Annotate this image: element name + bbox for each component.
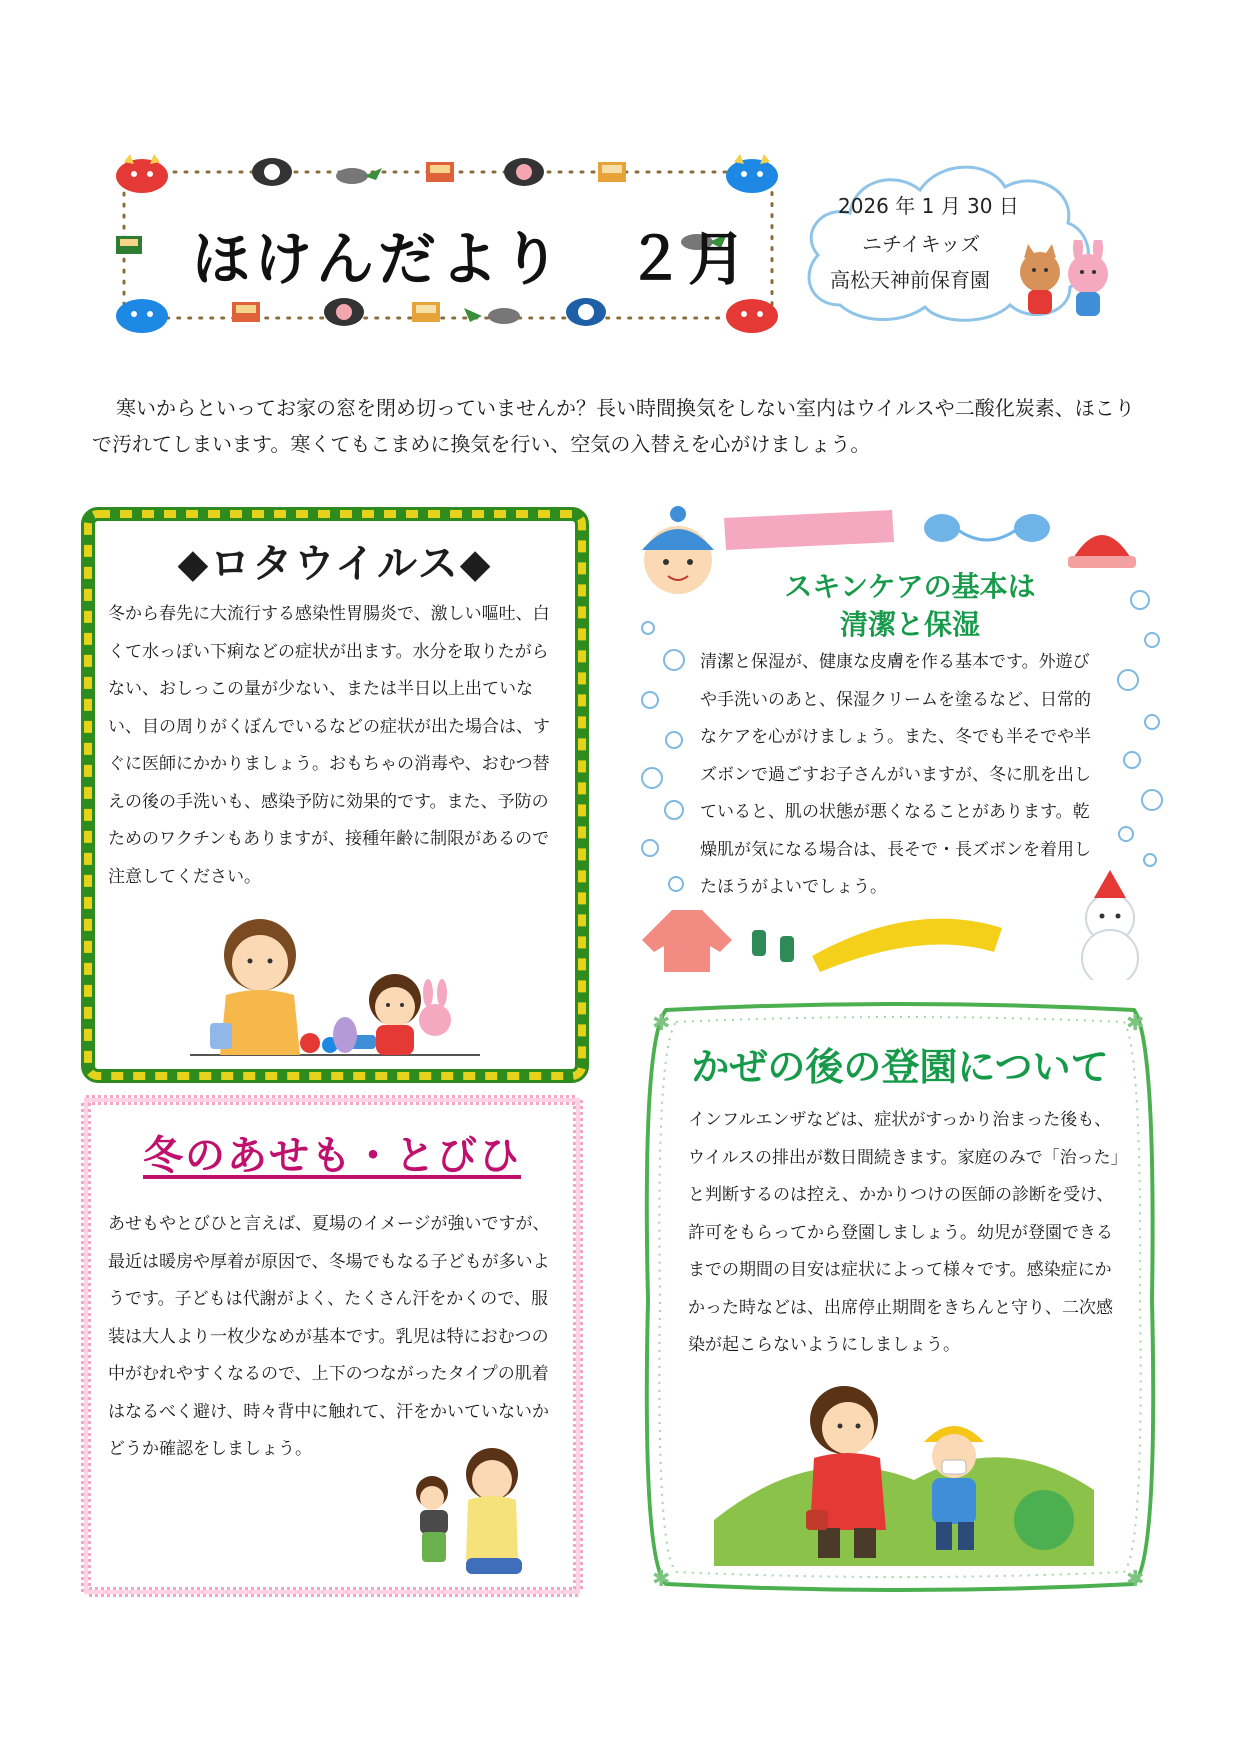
blue-oni-icon: [726, 154, 778, 193]
svg-text:✱: ✱: [652, 1567, 671, 1592]
nursery-name: 高松天神前保育園: [830, 268, 990, 292]
svg-text:✱: ✱: [652, 1011, 671, 1036]
rotavirus-body: 冬から春先に大流行する感染性胃腸炎で、激しい嘔吐、白くて水っぽい下痢などの症状が出ます。水分を取りたがらない、おしっこの量が少ない、または半日以上出ていない、目の周りがくぼんでいるなどの症状が出た場合は、すぐに医師にかかりましょう。おもちゃの消毒や、おむつ替えの後の手洗いも、感染予防に効果的です。また、予防のためのワクチンもありますが、接種年齢に制限があるので注意してください。: [108, 604, 550, 887]
skincare-title: [700, 568, 1120, 644]
asemo-body: あせもやとびひと言えば、夏場のイメージが強いですが、最近は暖房や厚着が原因で、冬場でもなる子どもが多いようです。子どもは代謝がよく、たくさん汗をかくので、服装は大人より一枚少なめが基本です。乳児は特におむつの中がむれやすくなるので、上下のつながったタイプの肌着はなるべく避け、時々背中に触れて、汗をかいていないかどうか確認をしましょう。: [108, 1214, 550, 1459]
issue-date: 2026 年 1 月 30 日: [838, 194, 1019, 218]
svg-text:✱: ✱: [1126, 1567, 1145, 1592]
cold-body: インフルエンザなどは、症状がすっかり治まった後も、ウイルスの排出が数日間続きます。家庭のみで「治った」と判断するのは控え、かかりつけの医師の診断を受け、許可をもらってから登園しましょう。幼児が登園できるまでの期間の目安は症状によって様々です。感染症にかかった時などは、出席停止期間をきちんと守り、二次感染が起こらないようにしましょう。: [688, 1110, 1128, 1355]
red-knit-hat-icon: [1068, 535, 1136, 568]
publisher-name: ニチイキッズ: [862, 232, 981, 256]
svg-text:✱: ✱: [1126, 1011, 1145, 1036]
mother-child-walking-illustration: [714, 1370, 1094, 1566]
rotavirus-title: ◆ロタウイルス◆: [177, 541, 493, 587]
yellow-scarf-icon: [812, 919, 1002, 972]
blue-oni-icon-bottom: [116, 299, 168, 333]
cold-title: かぜの後の登園について: [691, 1045, 1109, 1089]
asemo-title: 冬のあせも・とびひ: [143, 1133, 521, 1179]
mother-baby-dressing-illustration: [408, 1440, 532, 1580]
skincare-title-line2: 清潔と保湿: [839, 608, 980, 641]
skincare-title-line1: スキンケアの基本は: [784, 570, 1036, 603]
skincare-body: 清潔と保湿が、健康な皮膚を作る基本です。外遊びや手洗いのあと、保湿クリームを塗るなど、日常的なケアを心がけましょう。また、冬でも半そでや半ズボンで過ごすお子さんがいますが、冬に肌を出していると、肌の状態が悪くなることがあります。乾燥肌が気になる場合は、長そで・長ズボンを着用したほうがよいでしょう。: [700, 652, 1091, 897]
intro-paragraph: 寒いからといってお家の窓を閉め切っていませんか？長い時間換気をしない室内はウイルスや二酸化炭素、ほこりで汚れてしまいます。寒くてもこまめに換気を行い、空気の入替えを心がけましょう。: [92, 396, 1135, 456]
newsletter-title: ほけんだより ２月: [192, 225, 751, 293]
sweater-icon: [642, 910, 732, 972]
socks-icon: [752, 930, 794, 962]
mother-child-toys-illustration: [190, 905, 490, 1065]
red-oni-icon: [116, 154, 168, 193]
scarf-icon: [724, 510, 894, 550]
red-oni-icon-bottom: [726, 299, 778, 333]
cat-rabbit-illustration: [1012, 240, 1122, 330]
mittens-icon: [924, 514, 1050, 542]
